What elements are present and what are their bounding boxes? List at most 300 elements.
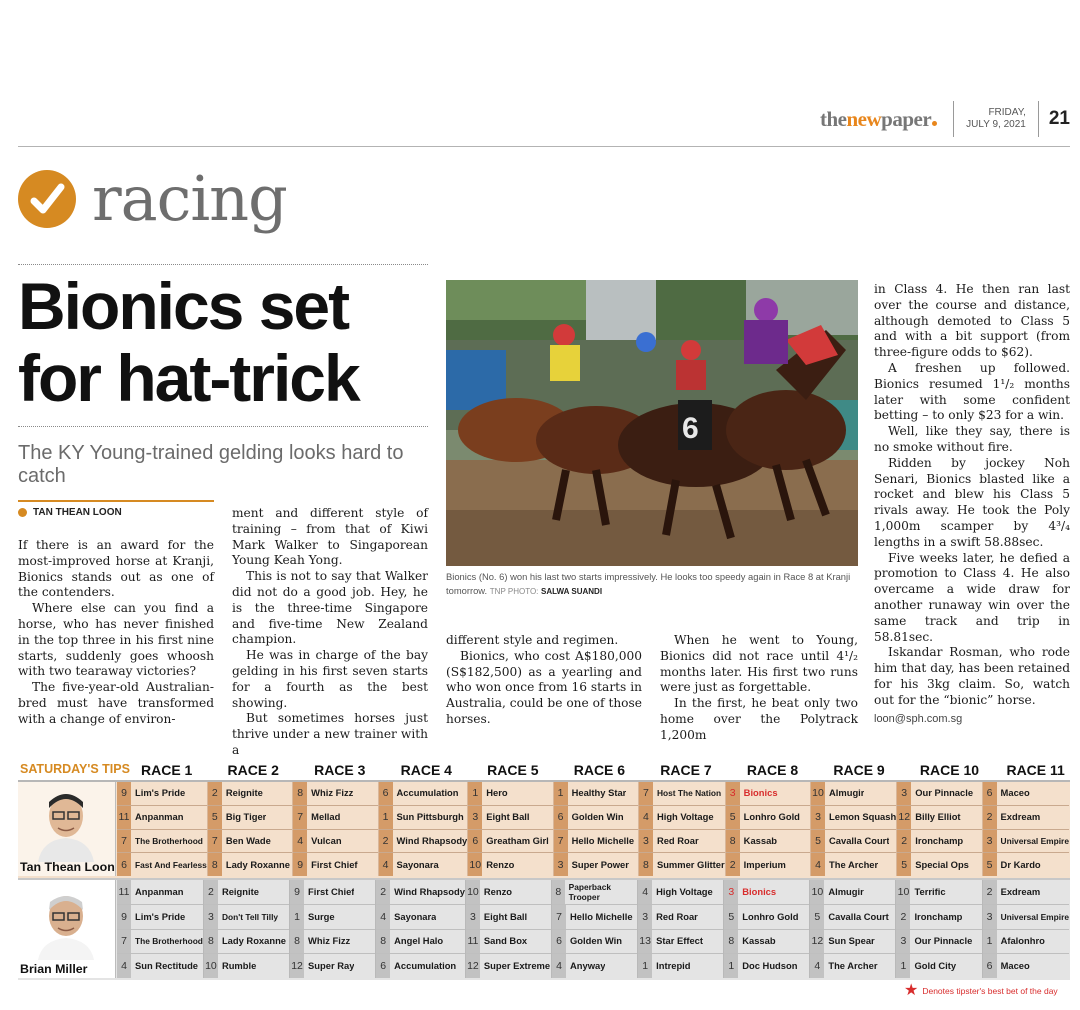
tip-entry <box>376 930 465 955</box>
tip-entry <box>117 853 207 876</box>
horse-number: 4 <box>376 905 390 929</box>
tip-entry <box>811 830 896 854</box>
horse-number: 10 <box>896 880 910 904</box>
horse-name: Hero <box>486 788 508 799</box>
horse-name: Red Roar <box>656 835 699 846</box>
horse-name: Host The Nation <box>656 788 722 799</box>
tip-entry <box>897 782 981 806</box>
checkmark-icon <box>18 170 76 228</box>
horse-number: 3 <box>983 830 997 853</box>
tip-entry <box>552 930 637 955</box>
article-column-2 <box>232 506 428 759</box>
tip-entry <box>208 806 292 830</box>
horse-number: 8 <box>724 930 738 954</box>
photo-caption <box>446 570 860 599</box>
horse-number: 7 <box>208 830 222 853</box>
tip-entry <box>983 905 1069 930</box>
paragraph: Well, like they say, there is no smoke without fire. <box>874 424 1070 454</box>
horse-number: 7 <box>117 830 131 853</box>
horse-name: Golden Win <box>570 936 623 947</box>
issue-date-text: JULY 9, 2021 <box>966 119 1026 130</box>
horse-name: Lonhro Gold <box>742 911 799 922</box>
horse-name: Golden Win <box>571 812 624 823</box>
tip-entry <box>811 782 896 806</box>
race-header: RACE 5 <box>487 762 539 778</box>
saturday-tips-table <box>18 760 1070 976</box>
horse-number: 3 <box>638 905 652 929</box>
article-column-4 <box>660 633 858 744</box>
race-header: RACE 6 <box>573 762 626 778</box>
horse-number: 5 <box>983 853 997 876</box>
paragraph: Bionics, who cost A$180,000 (S$182,500) as a yearling and who won once from 16 starts in Australia, could be one of those horses. <box>446 648 642 726</box>
horse-name: Mellad <box>311 812 341 823</box>
article-column-5 <box>874 282 1070 709</box>
dotted-divider <box>18 264 428 265</box>
paragraph: Iskandar Rosman, who rode him that day, has been retained for his 3kg claim. So, watch out for the “bionic” horse. <box>874 645 1070 707</box>
tip-entry <box>117 880 203 905</box>
horse-name: Anyway <box>570 961 606 972</box>
horse-number: 8 <box>208 853 222 876</box>
horse-number: 6 <box>117 853 131 876</box>
star-icon: ★ <box>904 982 919 999</box>
horse-name: High Voltage <box>656 886 713 897</box>
tip-entry <box>983 853 1069 876</box>
tip-entry <box>117 930 203 955</box>
paragraph: in Class 4. He then ran last over the course and distance, although demoted to Class 5 and with a bit support (from three-figure odds to $62). <box>874 282 1070 360</box>
photo-credit: TNP PHOTO: <box>489 587 539 596</box>
horse-number: 4 <box>811 853 825 876</box>
horse-name: Red Roar <box>656 911 698 922</box>
horse-number: 9 <box>117 782 131 805</box>
tip-entry <box>468 782 552 806</box>
race-column <box>208 782 293 876</box>
horse-name: The Brotherhood <box>135 936 203 947</box>
horse-number: 10 <box>468 853 482 876</box>
horse-name: Our Pinnacle <box>914 936 973 947</box>
horse-name: Accumulation <box>396 788 459 799</box>
horse-number: 7 <box>117 930 131 954</box>
tip-entry <box>638 954 723 978</box>
horse-number: 6 <box>468 830 482 853</box>
tips-header <box>18 760 1070 780</box>
horse-number: 6 <box>552 930 566 954</box>
race-column <box>983 880 1069 978</box>
horse-number: 2 <box>983 880 997 904</box>
tip-entry <box>293 782 377 806</box>
race-column <box>554 782 639 876</box>
article-column-1 <box>18 538 214 728</box>
headline-line1: Bionics set <box>18 269 349 343</box>
tip-entry <box>724 880 809 905</box>
horse-number: 5 <box>726 806 740 829</box>
horse-number: 3 <box>468 806 482 829</box>
horse-number: 10 <box>810 880 824 904</box>
horse-name: Kassab <box>743 835 778 846</box>
tip-entry <box>896 905 981 930</box>
byline-author: TAN THEAN LOON <box>33 507 122 518</box>
horse-name: Angel Halo <box>394 936 444 947</box>
tip-entry <box>468 853 552 876</box>
horse-name: Eight Ball <box>483 911 528 922</box>
race-column <box>552 880 638 978</box>
horse-name: Special Ops <box>915 859 969 870</box>
tip-entry <box>290 930 375 955</box>
horse-name: Fast And Fearless <box>135 859 207 870</box>
avatar <box>34 788 98 862</box>
horse-name: Ironchamp <box>914 911 963 922</box>
race-column <box>293 782 378 876</box>
horse-name: Exdream <box>1000 812 1041 823</box>
tip-entry <box>726 853 810 876</box>
horse-name: Bionics <box>742 886 777 897</box>
issue-date <box>954 107 1038 131</box>
page-number: 21 <box>1048 108 1070 129</box>
race-header: RACE 10 <box>919 762 980 778</box>
race-photo <box>446 280 858 566</box>
horse-number: 5 <box>811 830 825 853</box>
horse-name: Accumulation <box>394 961 457 972</box>
tip-entry <box>983 782 1069 806</box>
tip-entry <box>468 830 552 854</box>
horse-number: 8 <box>552 880 565 904</box>
race-column <box>811 782 897 876</box>
horse-number: 5 <box>897 853 911 876</box>
horse-number: 11 <box>117 806 131 829</box>
horse-number: 4 <box>379 853 393 876</box>
horse-name: Ben Wade <box>225 835 271 846</box>
check-dot-icon <box>18 508 27 517</box>
horse-number: 11 <box>117 880 131 904</box>
tip-entry <box>639 853 725 876</box>
horse-number: 8 <box>639 853 653 876</box>
tip-entry <box>724 954 809 978</box>
horse-number: 1 <box>554 782 568 805</box>
horse-name: Anpanman <box>135 812 184 823</box>
paragraph: A freshen up followed. Bionics resumed 1¹/₂ months later with some confident betting – to only $23 for a win. <box>874 360 1070 423</box>
horse-name: Reignite <box>225 788 263 799</box>
tip-entry <box>726 830 810 854</box>
tipster-name: Brian Miller <box>20 962 88 976</box>
brand-dot-icon <box>932 121 937 126</box>
horse-number: 3 <box>724 880 738 904</box>
headline <box>18 270 438 414</box>
horse-name: Almugir <box>829 788 865 799</box>
avatar <box>34 886 98 960</box>
horse-name: Lady Roxanne <box>225 859 290 870</box>
horse-name: Lady Roxanne <box>221 936 287 947</box>
horse-name: Big Tiger <box>225 812 267 823</box>
horse-number: 6 <box>379 782 393 805</box>
tip-entry <box>204 954 289 978</box>
tip-entry <box>117 905 203 930</box>
tip-entry <box>811 853 896 876</box>
horse-number: 2 <box>896 905 910 929</box>
horse-name: Sun Rectitude <box>135 961 199 972</box>
horse-name: Eight Ball <box>486 812 530 823</box>
race-column <box>810 880 896 978</box>
paragraph: In the first, he beat only two home over the Polytrack 1,200m <box>660 696 858 742</box>
tip-entry <box>117 954 203 978</box>
horse-name: Greatham Girl <box>486 835 549 846</box>
paragraph: ment and different style of training – from that of Kiwi Mark Walker to Singaporean Young Keah Yong. <box>232 506 428 568</box>
tip-entry <box>554 806 638 830</box>
tipster-row-tan <box>18 780 1070 876</box>
tip-entry <box>466 905 551 930</box>
horse-number: 5 <box>810 905 824 929</box>
horse-name: Healthy Star <box>571 788 627 799</box>
race-column <box>639 782 726 876</box>
tip-entry <box>554 853 638 876</box>
issue-day: FRIDAY, <box>988 107 1026 118</box>
horse-number: 1 <box>379 806 393 829</box>
horse-number: 3 <box>896 930 910 954</box>
tip-entry <box>376 954 465 978</box>
horse-name: Maceo <box>1000 961 1030 972</box>
tip-entry <box>810 905 895 930</box>
tip-entry <box>204 905 289 930</box>
tip-entry <box>552 905 637 930</box>
tipster-name: Tan Thean Loon <box>20 860 115 874</box>
horse-number: 7 <box>552 905 566 929</box>
brand-logo[interactable] <box>820 107 937 132</box>
horse-name: Whiz Fizz <box>308 936 351 947</box>
horse-number: 6 <box>983 782 997 805</box>
horse-name: Reignite <box>221 886 259 897</box>
horse-number: 6 <box>983 954 997 978</box>
race-header: RACE 7 <box>660 762 712 778</box>
horse-name: Sayonara <box>394 911 437 922</box>
tip-entry <box>811 806 896 830</box>
tip-entry <box>638 880 723 905</box>
tip-entry <box>208 853 292 876</box>
tip-entry <box>726 806 810 830</box>
horse-number: 7 <box>293 806 307 829</box>
horse-name: Renzo <box>486 859 515 870</box>
horse-name: Almugir <box>828 886 864 897</box>
horse-number: 9 <box>117 905 131 929</box>
brand-the: the <box>820 106 847 131</box>
tip-entry <box>379 806 468 830</box>
tip-entry <box>810 954 895 978</box>
horse-name: Star Effect <box>656 936 704 947</box>
horse-number: 1 <box>638 954 652 978</box>
tip-entry <box>466 880 551 905</box>
horse-number: 2 <box>897 830 911 853</box>
horse-name: Sun Pittsburgh <box>396 812 464 823</box>
dotted-divider <box>18 426 428 427</box>
horse-number: 8 <box>376 930 390 954</box>
horse-number: 3 <box>897 782 911 805</box>
best-bet-legend <box>904 984 1058 998</box>
horse-number: 7 <box>554 830 568 853</box>
tip-entry <box>896 880 981 905</box>
horse-name: High Voltage <box>656 812 714 823</box>
tip-entry <box>639 806 725 830</box>
horse-number: 12 <box>810 930 824 954</box>
horse-number: 9 <box>290 880 304 904</box>
section-title: racing <box>92 162 287 235</box>
horse-number: 6 <box>376 954 390 978</box>
race-column <box>638 880 724 978</box>
tip-entry <box>638 905 723 930</box>
horse-name: Super Power <box>571 859 629 870</box>
tip-entry <box>983 930 1069 955</box>
horse-number: 8 <box>290 930 304 954</box>
tip-entry <box>983 954 1069 978</box>
horse-number: 9 <box>293 853 307 876</box>
tip-entry <box>639 782 725 806</box>
horse-name: First Chief <box>311 859 358 870</box>
byline <box>18 507 122 518</box>
horse-name: Imperium <box>743 859 786 870</box>
horse-name: The Archer <box>828 961 878 972</box>
horse-number: 2 <box>726 853 740 876</box>
horse-number: 5 <box>724 905 738 929</box>
horse-number: 3 <box>466 905 480 929</box>
tip-entry <box>810 930 895 955</box>
horse-number: 4 <box>552 954 566 978</box>
horse-number: 2 <box>379 830 393 853</box>
race-header: RACE 4 <box>400 762 452 778</box>
tip-entry <box>379 853 468 876</box>
tip-entry <box>552 954 637 978</box>
tip-entry <box>638 930 723 955</box>
horse-name: Surge <box>308 911 335 922</box>
horse-number: 8 <box>293 782 307 805</box>
race-column <box>204 880 290 978</box>
horse-name: Cavalla Court <box>828 911 889 922</box>
horse-name: Billy Elliot <box>915 812 961 823</box>
horse-number: 4 <box>293 830 307 853</box>
horse-name: Sun Spear <box>828 936 875 947</box>
horse-number: 12 <box>290 954 304 978</box>
standfirst: The KY Young-trained gelding looks hard to catch <box>18 442 404 487</box>
horse-name: Lim's Pride <box>135 911 186 922</box>
race-column <box>376 880 466 978</box>
paragraph: The five-year-old Australian-bred must have transformed with a change of environ- <box>18 680 214 726</box>
brand-paper: paper <box>881 106 932 131</box>
horse-name: Sand Box <box>483 936 528 947</box>
horse-name: Don't Tell Tilly <box>221 911 279 922</box>
horse-name: Lim's Pride <box>135 788 186 799</box>
legend-text: Denotes tipster's best bet of the day <box>922 986 1058 996</box>
horse-number: 4 <box>638 880 652 904</box>
tip-entry <box>293 806 377 830</box>
horse-name: Lemon Squash <box>829 812 897 823</box>
race-column <box>724 880 810 978</box>
tip-entry <box>552 880 637 905</box>
caption-text: Bionics (No. 6) won his last two starts impressively. He looks too speedy again in Race 8 at Kranji tomorrow. <box>446 571 851 596</box>
horse-name: Gold City <box>914 961 957 972</box>
horse-name: Maceo <box>1000 788 1030 799</box>
paragraph: If there is an award for the most-improved horse at Kranji, Bionics stands out as one of the contenders. <box>18 538 214 600</box>
tip-entry <box>290 905 375 930</box>
horse-name: Vulcan <box>311 835 342 846</box>
tip-entry <box>639 830 725 854</box>
horse-number: 12 <box>466 954 480 978</box>
tip-entry <box>466 930 551 955</box>
paragraph: different style and regimen. <box>446 633 619 647</box>
tip-entry <box>554 830 638 854</box>
horse-number: 1 <box>724 954 738 978</box>
tip-entry <box>208 830 292 854</box>
horse-number: 4 <box>639 806 653 829</box>
horse-name: Summer Glitter <box>656 859 725 870</box>
horse-name: Terrific <box>914 886 946 897</box>
race-header: RACE 8 <box>746 762 799 778</box>
tip-entry <box>204 930 289 955</box>
horse-name: Exdream <box>1000 886 1041 897</box>
horse-name: Ironchamp <box>915 835 964 846</box>
tip-entry <box>810 880 895 905</box>
byline-rule <box>18 500 214 502</box>
horse-number: 4 <box>810 954 824 978</box>
horse-number: 3 <box>204 905 218 929</box>
tip-entry <box>896 930 981 955</box>
article-column-3 <box>446 633 642 728</box>
race-column <box>290 880 376 978</box>
race-header: RACE 9 <box>833 762 885 778</box>
horse-name: Universal Empire <box>1000 911 1069 922</box>
horse-name: Lonhro Gold <box>743 812 800 823</box>
race-column <box>117 880 204 978</box>
horse-name: First Chief <box>308 886 355 897</box>
horse-number: 7 <box>639 782 653 805</box>
header-rule <box>18 146 1070 147</box>
tip-entry <box>983 806 1069 830</box>
horse-name: Afalonhro <box>1000 936 1045 947</box>
horse-number: 1 <box>290 905 304 929</box>
tip-entry <box>208 782 292 806</box>
author-email[interactable]: loon@sph.com.sg <box>874 713 963 725</box>
horse-number: 1 <box>468 782 482 805</box>
tips-grid <box>117 880 1069 978</box>
horse-number: 3 <box>726 782 740 805</box>
horse-name: The Archer <box>829 859 879 870</box>
paragraph: Five weeks later, he defied a promotion to Class 4. He also overcame a wide draw for another runaway win over the same track and trip in 58.81sec. <box>874 550 1070 644</box>
tip-entry <box>117 806 207 830</box>
horse-number: 1 <box>896 954 910 978</box>
horse-number: 3 <box>639 830 653 853</box>
tip-entry <box>466 954 551 978</box>
horse-number: 2 <box>204 880 218 904</box>
tip-entry <box>117 830 207 854</box>
tip-entry <box>376 880 465 905</box>
paragraph: This is not to say that Walker did not do a good job. Hey, he is the three-time Singapore and five-time New Zealand champion. <box>232 569 428 647</box>
horse-name: Wind Rhapsody <box>394 886 465 897</box>
horse-number: 2 <box>208 782 222 805</box>
tip-entry <box>897 806 981 830</box>
horse-number: 3 <box>554 853 568 876</box>
horse-number: 2 <box>983 806 997 829</box>
photographer: SALWA SUANDI <box>541 587 603 596</box>
tip-entry <box>897 830 981 854</box>
horse-number: 2 <box>376 880 390 904</box>
horse-number: 10 <box>466 880 480 904</box>
horse-name: Hello Michelle <box>571 835 635 846</box>
race-header: RACE 1 <box>141 762 193 778</box>
race-column <box>896 880 982 978</box>
paragraph: Ridden by jockey Noh Senari, Bionics blasted like a rocket and blew his Class 5 rivals away. He took the Poly 1,000m scamper by 4³/₄ lengths in a swift 58.88sec. <box>874 455 1070 549</box>
tips-grid <box>117 782 1069 876</box>
tipster-photo-cell <box>18 880 116 978</box>
horse-number: 5 <box>208 806 222 829</box>
horse-number: 11 <box>466 930 480 954</box>
tip-entry <box>290 954 375 978</box>
horse-name: Dr Kardo <box>1000 859 1041 870</box>
race-header: RACE 3 <box>314 762 366 778</box>
horse-number: 3 <box>811 806 825 829</box>
